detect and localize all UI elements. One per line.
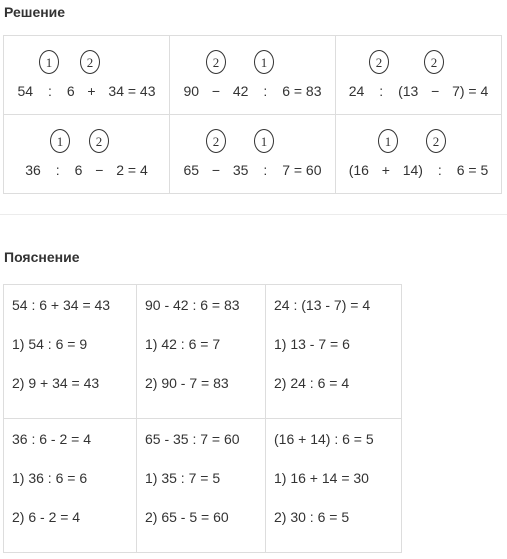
solution-expression: 54 : 6 + 34 = 43 bbox=[17, 83, 156, 99]
expression-line: 24 : (13 - 7) = 4 bbox=[274, 297, 371, 313]
step-number-circle: 1 bbox=[254, 129, 274, 153]
expression-line: 36 : 6 - 2 = 4 bbox=[12, 431, 91, 447]
step-line: 2) 6 - 2 = 4 bbox=[12, 509, 81, 525]
solution-expression: 65 − 35 : 7 = 60 bbox=[183, 162, 322, 178]
step-number-circle: 2 bbox=[206, 129, 226, 153]
step-line: 1) 16 + 14 = 30 bbox=[274, 470, 369, 486]
step-line: 1) 35 : 7 = 5 bbox=[145, 470, 221, 486]
expression-line: 54 : 6 + 34 = 43 bbox=[12, 297, 111, 313]
step-line: 2) 24 : 6 = 4 bbox=[274, 375, 350, 391]
solution-table bbox=[3, 35, 502, 194]
solution-expression: 90 − 42 : 6 = 83 bbox=[183, 83, 322, 99]
step-line: 1) 54 : 6 = 9 bbox=[12, 336, 88, 352]
solution-expression: 36 : 6 − 2 = 4 bbox=[25, 162, 148, 178]
explanation-table bbox=[3, 284, 402, 553]
solution-expression: (16 + 14) : 6 = 5 bbox=[348, 162, 489, 178]
step-number-circle: 1 bbox=[378, 129, 398, 153]
explanation-cell bbox=[266, 419, 402, 553]
step-line: 1) 42 : 6 = 7 bbox=[145, 336, 221, 352]
explanation-cell bbox=[266, 285, 402, 419]
solution-cell bbox=[170, 115, 336, 194]
section-divider bbox=[0, 214, 507, 215]
step-line: 2) 30 : 6 = 5 bbox=[274, 509, 350, 525]
solution-cell bbox=[170, 36, 336, 115]
explanation-cell bbox=[4, 419, 137, 553]
step-line: 2) 65 - 5 = 60 bbox=[145, 509, 229, 525]
step-number-circle: 2 bbox=[424, 50, 444, 74]
solution-expression: 24 : (13 − 7) = 4 bbox=[348, 83, 489, 99]
step-line: 2) 9 + 34 = 43 bbox=[12, 375, 100, 391]
solution-heading: Решение bbox=[4, 4, 66, 20]
expression-line: (16 + 14) : 6 = 5 bbox=[274, 431, 374, 447]
explanation-cell bbox=[137, 285, 266, 419]
solution-cell bbox=[336, 115, 502, 194]
step-number-circle: 2 bbox=[426, 129, 446, 153]
step-number-circle: 1 bbox=[50, 129, 70, 153]
step-number-circle: 2 bbox=[369, 50, 389, 74]
step-number-circle: 2 bbox=[80, 50, 100, 74]
solution-cell bbox=[4, 36, 170, 115]
solution-cell bbox=[336, 36, 502, 115]
explanation-cell bbox=[4, 285, 137, 419]
solution-cell bbox=[4, 115, 170, 194]
explanation-heading: Пояснение bbox=[4, 249, 80, 265]
step-number-circle: 2 bbox=[89, 129, 109, 153]
step-line: 1) 13 - 7 = 6 bbox=[274, 336, 350, 352]
step-number-circle: 2 bbox=[206, 50, 226, 74]
explanation-cell bbox=[137, 419, 266, 553]
step-line: 2) 90 - 7 = 83 bbox=[145, 375, 229, 391]
step-number-circle: 1 bbox=[39, 50, 59, 74]
step-line: 1) 36 : 6 = 6 bbox=[12, 470, 88, 486]
expression-line: 90 - 42 : 6 = 83 bbox=[145, 297, 240, 313]
expression-line: 65 - 35 : 7 = 60 bbox=[145, 431, 240, 447]
step-number-circle: 1 bbox=[254, 50, 274, 74]
